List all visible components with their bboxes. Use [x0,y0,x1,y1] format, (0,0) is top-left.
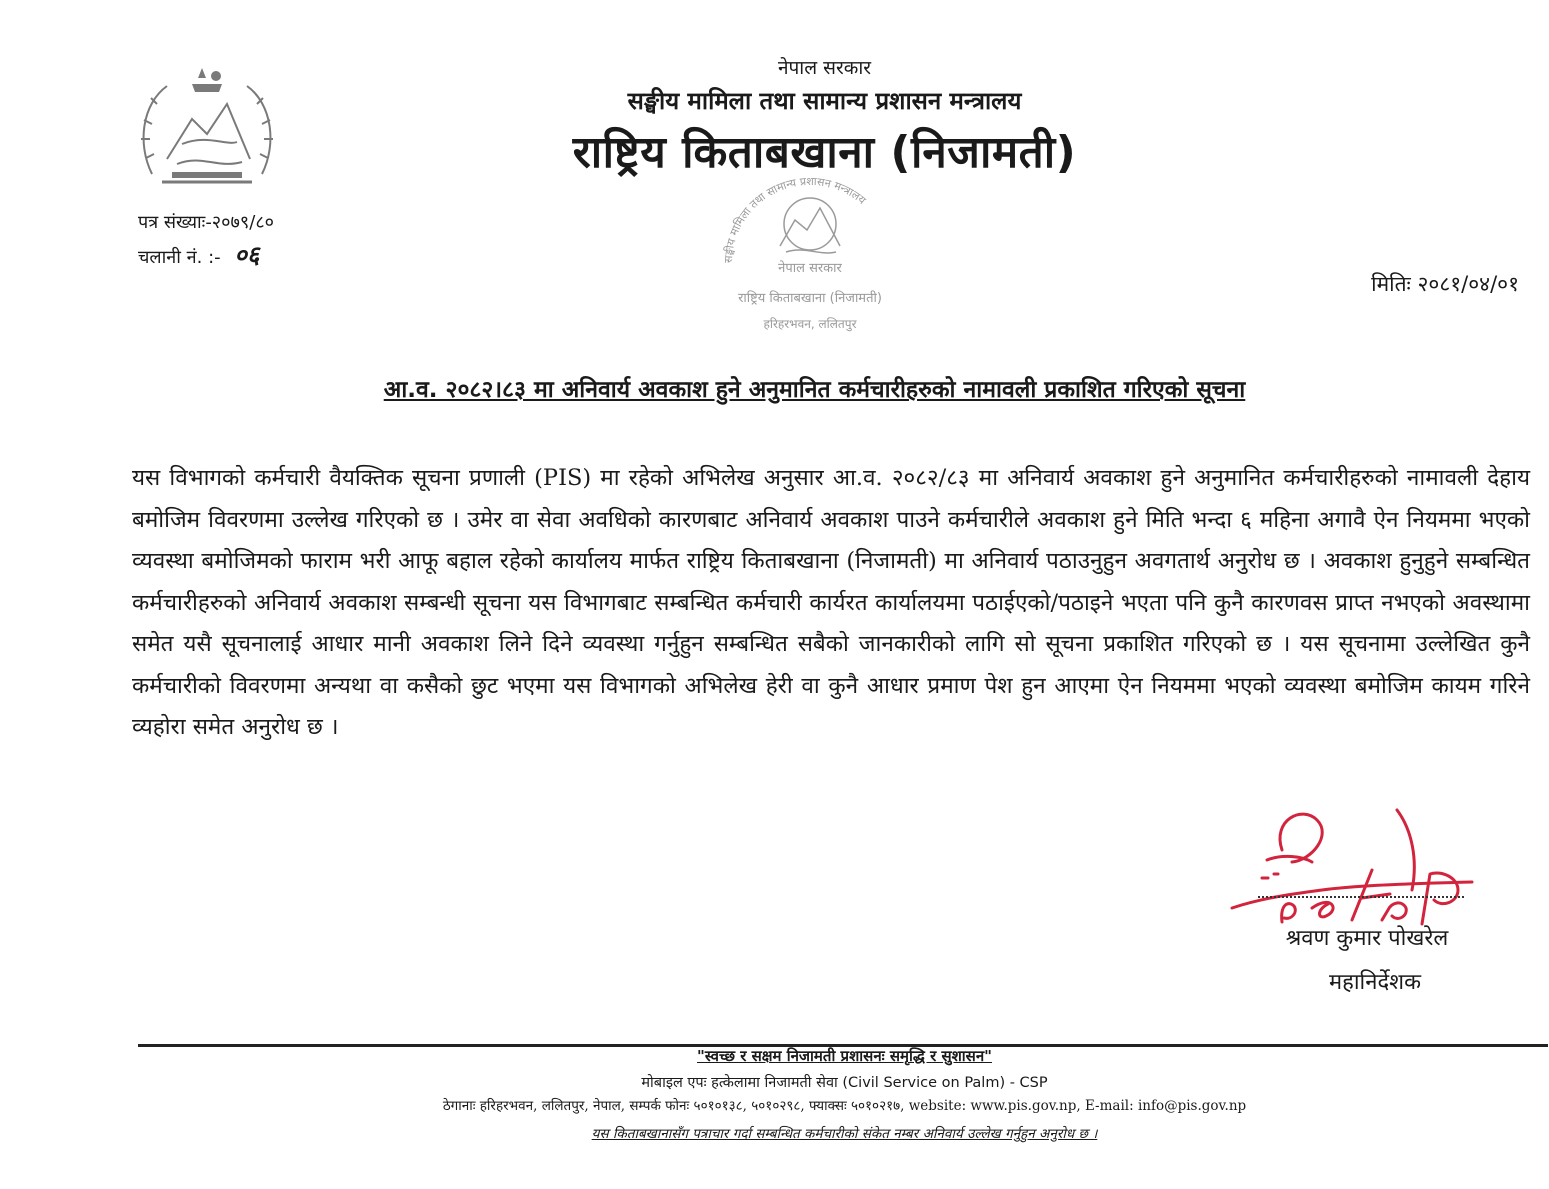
letter-number: पत्र संख्याः-२०७९/८० [138,212,275,233]
seal-line-ministry: सङ्घीय मामिला तथा सामान्य प्रशासन मन्त्रालय [721,174,869,264]
footer-address: ठेगानाः हरिहरभवन, ललितपुर, नेपाल, सम्पर्क फोनः ५०१०१३८, ५०१०२९८, फ्याक्सः ५०१०२१७, website: www.pis.gov.np, E-mail: info@pis.gov.np [442,1098,1247,1114]
dispatch-label: चलानी नं. :- [138,247,221,268]
seal-line-government: नेपाल सरकार [778,261,842,276]
seal-line-address: हरिहरभवन, ललितपुर [763,317,857,331]
office-title: राष्ट्रिय किताबखाना (निजामती) [572,127,1077,178]
government-name: नेपाल सरकार [777,57,872,79]
notice-body: यस विभागको कर्मचारी वैयक्तिक सूचना प्रणाली (PIS) मा रहेको अभिलेख अनुसार आ.व. २०८२/८३ मा अनिवार्य अवकाश हुने अनुमानित कर्मचारीहरुको नामावली देहाय बमोजिम विवरणमा उल्लेख गरिएको छ । उमेर वा सेवा अवधिको कारणबाट अनिवार्य अवकाश पाउने कर्मचारीले अवकाश हुने मिति भन्दा ६ महिना अगावै ऐन नियममा भएको व्यवस्था बमोजिमको फाराम भरी आफू बहाल रहेको कार्यालय मार्फत राष्ट्रिय किताबखाना (निजामती) मा अनिवार्य पठाउनुहुन अवगतार्थ अनुरोध छ । अवकाश हुनुहुने सम्बन्धित कर्मचारीहरुको अनिवार्य अवकाश सम्बन्धी सूचना यस विभागबाट सम्बन्धित कर्मचारी कार्यरत कार्यालयमा पठाईएको/पठाइने भएता पनि कुनै कारणवस प्राप्त नभएको अवस्थामा समेत यसै सूचनालाई आधार मानी अवकाश लिने दिने व्यवस्था गर्नुहुन सम्बन्धित सबैको जानकारीको लागि सो सूचना प्रकाशित गरिएको छ । यस सूचनामा उल्लेखित कुनै कर्मचारीको विवरणमा अन्यथा वा कसैको छुट भएमा यस विभागको अभिलेख हेरी वा कुनै आधार प्रमाण पेश हुन आएमा ऐन नियममा भएको व्यवस्था बमोजिम कायम गरिने व्यहोरा समेत अनुरोध छ । [132,465,1530,740]
signatory-title: महानिर्देशक [1329,970,1421,995]
footer-note: यस किताबखानासँग पत्राचार गर्दा सम्बन्धित कर्मचारीको संकेत नम्बर अनिवार्य उल्लेख गर्नुहुन अनुरोध छ । [591,1126,1098,1142]
office-seal-stamp [710,168,910,346]
seal-line-office: राष्ट्रिय किताबखाना (निजामती) [738,291,882,306]
footer-slogan: "स्वच्छ र सक्षम निजामती प्रशासनः समृद्धि र सुशासन" [697,1047,992,1065]
signature-line [1258,896,1464,898]
notice-subject: आ.व. २०८२।८३ मा अनिवार्य अवकाश हुने अनुमानित कर्मचारीहरुको नामावली प्रकाशित गरिएको सूचना [383,377,1246,403]
letter-date: मितिः २०८१/०४/०१ [1371,272,1519,296]
signatory-name: श्रवण कुमार पोखरेल [1285,926,1449,951]
footer-mobile-app: मोबाइल एपः हत्केलामा निजामती सेवा (Civil Service on Palm) - CSP [641,1075,1048,1091]
ministry-name: सङ्घीय मामिला तथा सामान्य प्रशासन मन्त्रालय [627,87,1022,115]
dispatch-number [138,238,259,271]
dispatch-value: ०६ [234,241,260,269]
